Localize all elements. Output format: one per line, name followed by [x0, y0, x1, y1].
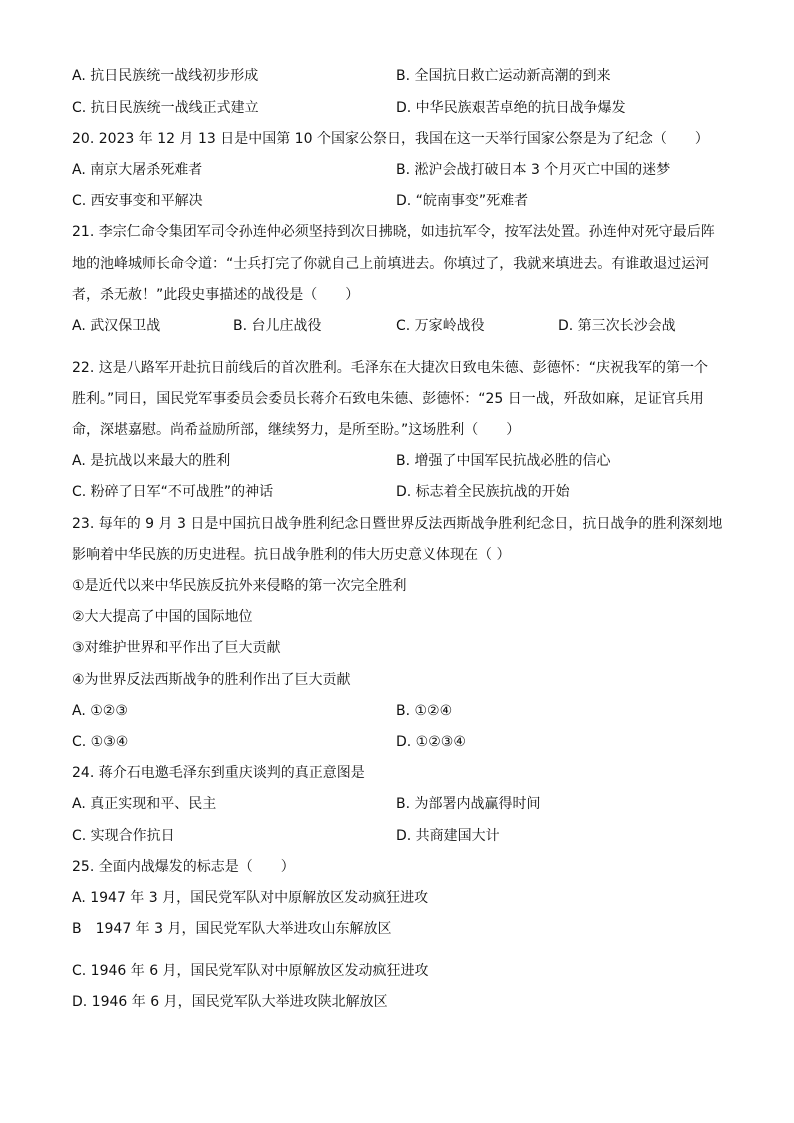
q23-item-3: ③对维护世界和平作出了巨大贡献 — [72, 640, 281, 656]
q23-option-c: C. ①③④ — [72, 734, 129, 750]
q21-stem-line-3: 者，杀无赦！”此段史事描述的战役是（ ） — [72, 287, 360, 303]
q22-stem-line-1: 22. 这是八路军开赴抗日前线后的首次胜利。毛泽东在大捷次日致电朱德、彭德怀：“庆祝我军的第一个 — [72, 360, 708, 376]
q19-option-c: C. 抗日民族统一战线正式建立 — [72, 100, 259, 116]
q20-option-b: B. 淞沪会战打破日本 3 个月灭亡中国的迷梦 — [396, 162, 671, 178]
q22-stem-line-3: 命，深堪嘉慰。尚希益励所部，继续努力，是所至盼。”这场胜利（ ） — [72, 422, 521, 438]
q20-stem: 20. 2023 年 12 月 13 日是中国第 10 个国家公祭日，我国在这一天举行国家公祭是为了纪念（ ） — [72, 131, 709, 147]
q25-option-c: C. 1946 年 6 月，国民党军队对中原解放区发动疯狂进攻 — [72, 963, 429, 979]
q24-stem: 24. 蒋介石电邀毛泽东到重庆谈判的真正意图是 — [72, 765, 365, 781]
q23-item-2: ②大大提高了中国的国际地位 — [72, 609, 253, 625]
q19-option-d: D. 中华民族艰苦卓绝的抗日战争爆发 — [396, 100, 626, 116]
q21-stem-line-2: 地的池峰城师长命令道：“士兵打完了你就自己上前填进去。你填过了，我就来填进去。有谁敢退过运河 — [72, 256, 710, 272]
q22-option-c: C. 粉碎了日军“不可战胜”的神话 — [72, 484, 274, 500]
q20-option-c: C. 西安事变和平解决 — [72, 193, 203, 209]
q23-item-1: ①是近代以来中华民族反抗外来侵略的第一次完全胜利 — [72, 578, 407, 594]
q25-option-d: D. 1946 年 6 月，国民党军队大举进攻陕北解放区 — [72, 994, 388, 1010]
q22-option-a: A. 是抗战以来最大的胜利 — [72, 453, 231, 469]
q19-option-b: B. 全国抗日救亡运动新高潮的到来 — [396, 68, 611, 84]
q24-option-c: C. 实现合作抗日 — [72, 828, 175, 844]
q21-option-b: B. 台儿庄战役 — [233, 318, 322, 334]
q23-option-b: B. ①②④ — [396, 703, 453, 719]
q24-option-b: B. 为部署内战赢得时间 — [396, 796, 541, 812]
q19-option-a: A. 抗日民族统一战线初步形成 — [72, 68, 259, 84]
q23-option-a: A. ①②③ — [72, 703, 128, 719]
q20-option-a: A. 南京大屠杀死难者 — [72, 162, 203, 178]
q23-stem-line-1: 23. 每年的 9 月 3 日是中国抗日战争胜利纪念日暨世界反法西斯战争胜利纪念日，抗日战争的胜利深刻地 — [72, 516, 723, 532]
q25-stem: 25. 全面内战爆发的标志是（ ） — [72, 859, 295, 875]
q23-option-d: D. ①②③④ — [396, 734, 466, 750]
q25-option-b: B 1947 年 3 月，国民党军队大举进攻山东解放区 — [72, 921, 392, 937]
q22-option-d: D. 标志着全民族抗战的开始 — [396, 484, 570, 500]
q22-stem-line-2: 胜利。”同日，国民党军事委员会委员长蒋介石致电朱德、彭德怀：“25 日一战，歼敌如麻，足证官兵用 — [72, 391, 704, 407]
q22-option-b: B. 增强了中国军民抗战必胜的信心 — [396, 453, 611, 469]
q24-option-a: A. 真正实现和平、民主 — [72, 796, 217, 812]
q24-option-d: D. 共商建国大计 — [396, 828, 500, 844]
q25-option-a: A. 1947 年 3 月，国民党军队对中原解放区发动疯狂进攻 — [72, 890, 429, 906]
q21-stem-line-1: 21. 李宗仁命令集团军司令孙连仲必须坚持到次日拂晓，如违抗军令，按军法处置。孙连仲对死守最后阵 — [72, 224, 715, 240]
q23-item-4: ④为世界反法西斯战争的胜利作出了巨大贡献 — [72, 672, 351, 688]
q21-option-d: D. 第三次长沙会战 — [558, 318, 676, 334]
q20-option-d: D. “皖南事变”死难者 — [396, 193, 529, 209]
q21-option-a: A. 武汉保卫战 — [72, 318, 161, 334]
q21-option-c: C. 万家岭战役 — [396, 318, 485, 334]
q23-stem-line-2: 影响着中华民族的历史进程。抗日战争胜利的伟大历史意义体现在（ ） — [72, 547, 511, 563]
